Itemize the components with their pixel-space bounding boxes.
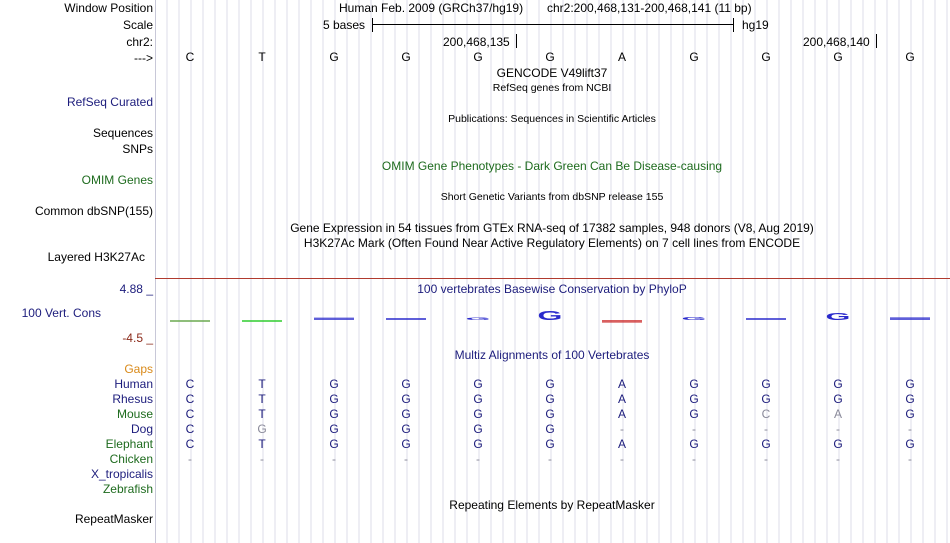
- cons-track-label[interactable]: 100 Vert. Cons: [21, 306, 101, 320]
- alignment-base: G: [545, 437, 555, 451]
- refseq-track-title[interactable]: RefSeq genes from NCBI: [492, 82, 612, 94]
- alignment-base: -: [692, 452, 696, 466]
- alignment-base: G: [833, 392, 843, 406]
- publications-track-title[interactable]: Publications: Sequences in Scientific Articles: [448, 113, 656, 125]
- conservation-logo-plot: [0, 295, 950, 330]
- alignment-base: G: [905, 377, 915, 391]
- alignment-base: -: [404, 452, 408, 466]
- alignment-base: -: [692, 422, 696, 436]
- alignment-base: -: [836, 422, 840, 436]
- alignment-base: A: [617, 437, 626, 451]
- sequence-base: C: [185, 50, 195, 64]
- assembly-title: Human Feb. 2009 (GRCh37/hg19): [339, 1, 524, 15]
- alignment-base: G: [689, 407, 699, 421]
- alignment-base: G: [689, 392, 699, 406]
- alignment-base: -: [260, 452, 264, 466]
- alignment-base: A: [833, 407, 842, 421]
- cons-min-label: -4.5 _: [122, 331, 153, 345]
- cons-bar: [170, 320, 210, 322]
- alignment-base: -: [332, 452, 336, 466]
- dbsnp-track-label[interactable]: Common dbSNP(155): [34, 204, 153, 218]
- alignment-base: G: [473, 407, 483, 421]
- cons-logo-letter: G: [465, 316, 491, 321]
- scale-bar: [372, 24, 733, 25]
- alignment-base: -: [836, 452, 840, 466]
- alignment-base: G: [329, 392, 339, 406]
- alignment-base: -: [908, 422, 912, 436]
- species-label[interactable]: Dog: [130, 422, 153, 436]
- alignment-base: G: [401, 437, 411, 451]
- alignment-base: -: [476, 452, 480, 466]
- sequence-base: G: [833, 50, 843, 64]
- cons-bar: [602, 320, 642, 323]
- alignment-base: C: [185, 377, 195, 391]
- species-label[interactable]: Zebrafish: [102, 482, 153, 496]
- alignment-base: T: [258, 392, 266, 406]
- alignment-base: G: [401, 407, 411, 421]
- alignment-base: G: [329, 422, 339, 436]
- coord-tick-2: [876, 34, 877, 48]
- h3k27ac-track-title[interactable]: H3K27Ac Mark (Often Found Near Active Regulatory Elements) on 7 cell lines from ENCODE: [303, 236, 801, 250]
- scale-bar-left-tick: [372, 18, 373, 32]
- alignment-base: G: [257, 422, 267, 436]
- alignment-base: C: [185, 407, 195, 421]
- alignment-base: C: [185, 392, 195, 406]
- species-label[interactable]: Elephant: [105, 437, 153, 451]
- cons-bar: [242, 320, 282, 322]
- species-label[interactable]: Human: [114, 377, 153, 391]
- alignment-base: G: [905, 407, 915, 421]
- repeatmasker-track-label[interactable]: RepeatMasker: [74, 512, 153, 526]
- alignment-base: G: [401, 377, 411, 391]
- alignment-base: G: [329, 437, 339, 451]
- species-label[interactable]: Chicken: [109, 452, 153, 466]
- alignment-base: C: [185, 437, 195, 451]
- alignment-base: A: [617, 377, 626, 391]
- scale-bar-label: 5 bases: [323, 18, 366, 32]
- alignment-base: G: [545, 422, 555, 436]
- scale-db-label: hg19: [742, 18, 769, 32]
- alignment-base: G: [761, 437, 771, 451]
- window-position-label: Window Position: [64, 1, 153, 15]
- gaps-label: Gaps: [124, 362, 153, 376]
- cons-track-title[interactable]: 100 vertebrates Basewise Conservation by PhyloP: [417, 282, 687, 296]
- window-position-value: chr2:200,468,131-200,468,141 (11 bp): [547, 1, 752, 15]
- cons-logo-letter: G: [681, 315, 707, 321]
- species-label[interactable]: X_tropicalis: [90, 467, 153, 481]
- cons-bar: [890, 317, 930, 320]
- multiz-track-title[interactable]: Multiz Alignments of 100 Vertebrates: [454, 348, 650, 362]
- alignment-base: -: [908, 452, 912, 466]
- alignment-base: A: [617, 392, 626, 406]
- alignment-base: G: [473, 437, 483, 451]
- coord-tick-1: [516, 34, 517, 48]
- alignment-base: T: [258, 407, 266, 421]
- alignment-base: G: [473, 392, 483, 406]
- sequence-base: G: [545, 50, 555, 64]
- coord-label-2: 200,468,140: [803, 35, 870, 49]
- species-label[interactable]: Mouse: [116, 407, 153, 421]
- sequences-track-label[interactable]: Sequences: [92, 126, 153, 140]
- cons-logo-letter: G: [537, 309, 563, 324]
- alignment-base: G: [329, 377, 339, 391]
- scale-label: Scale: [122, 18, 153, 32]
- alignment-base: G: [689, 437, 699, 451]
- omim-track-label[interactable]: OMIM Genes: [81, 173, 153, 187]
- alignment-base: -: [188, 452, 192, 466]
- repeatmasker-track-title[interactable]: Repeating Elements by RepeatMasker: [449, 498, 655, 512]
- alignment-base: G: [545, 377, 555, 391]
- sequence-base: A: [617, 50, 626, 64]
- coord-label-1: 200,468,135: [443, 35, 510, 49]
- alignment-base: A: [617, 407, 626, 421]
- alignment-base: G: [905, 392, 915, 406]
- cons-bar: [386, 318, 426, 320]
- h3k27ac-track-label[interactable]: Layered H3K27Ac: [47, 250, 145, 264]
- snps-track-label[interactable]: SNPs: [122, 142, 153, 156]
- sequence-base: G: [761, 50, 771, 64]
- cons-max-label: 4.88 _: [119, 282, 153, 296]
- label-divider: [155, 0, 156, 543]
- sequence-base: G: [905, 50, 915, 64]
- alignment-base: G: [329, 407, 339, 421]
- gtex-track-title[interactable]: Gene Expression in 54 tissues from GTEx RNA-seq of 17382 samples, 948 donors (V8, Aug 2019): [290, 221, 814, 235]
- alignment-base: G: [833, 377, 843, 391]
- alignment-base: G: [473, 377, 483, 391]
- sequence-base: G: [401, 50, 411, 64]
- alignment-base: G: [545, 392, 555, 406]
- cons-bar: [746, 318, 786, 320]
- alignment-base: G: [761, 392, 771, 406]
- sequence-base: G: [689, 50, 699, 64]
- alignment-base: G: [905, 437, 915, 451]
- refseq-track-label[interactable]: RefSeq Curated: [66, 95, 153, 109]
- alignment-base: G: [761, 377, 771, 391]
- strand-label: --->: [134, 51, 153, 65]
- cons-bar: [314, 318, 354, 320]
- omim-track-title[interactable]: OMIM Gene Phenotypes - Dark Green Can Be Disease-causing: [381, 159, 723, 173]
- alignment-base: T: [258, 377, 266, 391]
- sequence-base: T: [258, 50, 266, 64]
- alignment-base: C: [185, 422, 195, 436]
- alignment-base: -: [548, 452, 552, 466]
- gencode-track-title[interactable]: GENCODE V49lift37: [496, 66, 608, 80]
- alignment-base: -: [620, 452, 624, 466]
- alignment-base: G: [689, 377, 699, 391]
- alignment-base: -: [764, 452, 768, 466]
- alignment-base: G: [833, 437, 843, 451]
- alignment-base: T: [258, 437, 266, 451]
- dbsnp-track-title[interactable]: Short Genetic Variants from dbSNP release 155: [440, 191, 664, 203]
- chr-label: chr2:: [126, 35, 153, 49]
- species-label[interactable]: Rhesus: [112, 392, 153, 406]
- sequence-base: G: [329, 50, 339, 64]
- alignment-base: -: [620, 422, 624, 436]
- alignment-base: C: [761, 407, 771, 421]
- track-separator-line: [155, 278, 950, 279]
- cons-logo-letter: G: [825, 311, 851, 323]
- alignment-base: G: [401, 422, 411, 436]
- alignment-base: G: [473, 422, 483, 436]
- alignment-base: -: [764, 422, 768, 436]
- sequence-base: G: [473, 50, 483, 64]
- scale-bar-right-tick: [733, 18, 734, 32]
- alignment-base: G: [545, 407, 555, 421]
- alignment-base: G: [401, 392, 411, 406]
